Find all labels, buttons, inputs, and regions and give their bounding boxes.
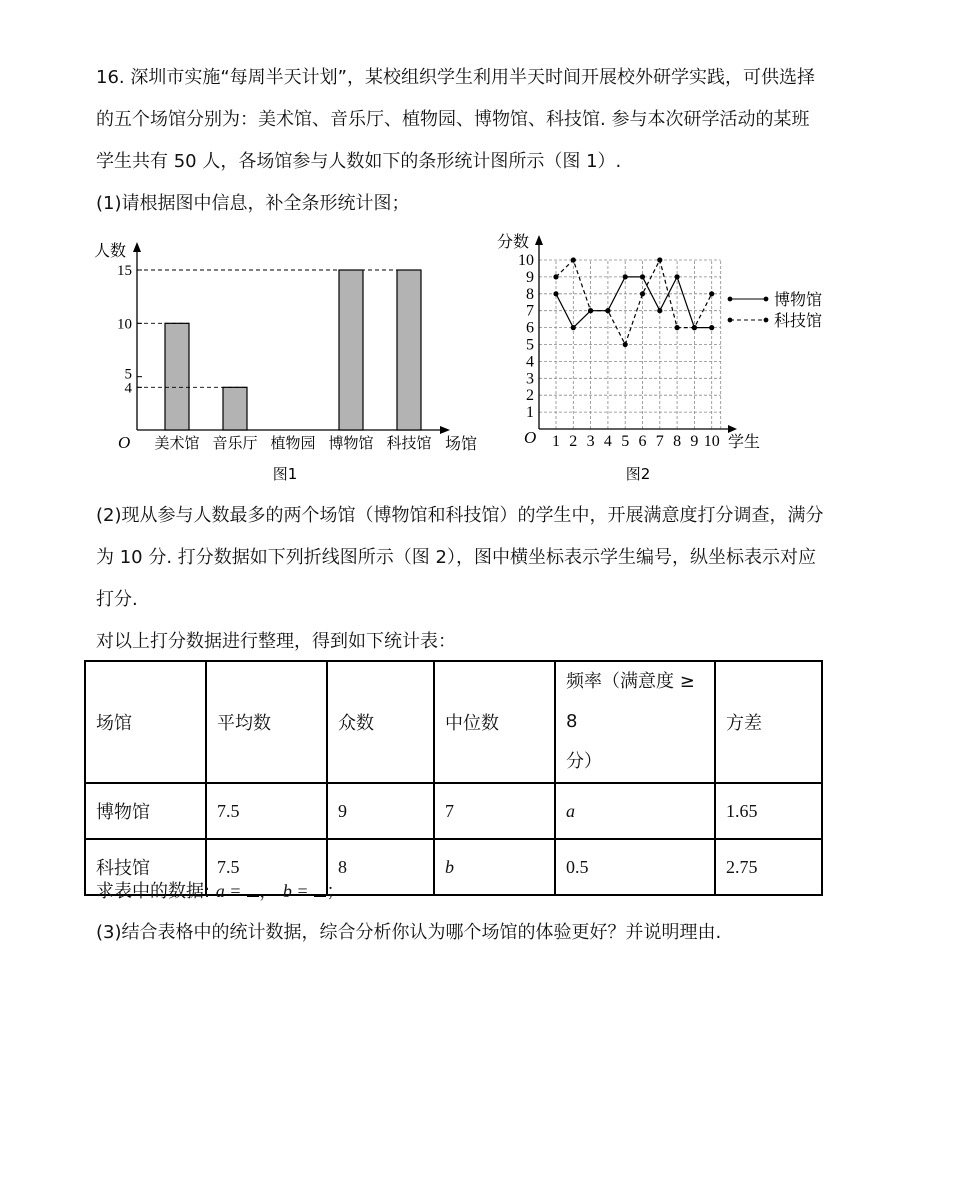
y-axis-arrow	[133, 242, 141, 252]
data-point	[709, 325, 714, 330]
x-tick-label: 科技馆	[386, 434, 432, 452]
y-tick-label: 4	[124, 380, 132, 397]
figure-caption: 图2	[625, 465, 651, 483]
y-tick-label: 15	[117, 263, 132, 279]
a-label: a =	[215, 881, 242, 901]
a-blank[interactable]	[247, 880, 259, 897]
find-values-line	[96, 870, 836, 912]
x-axis-label: 学生	[728, 432, 761, 451]
x-tick-label: 2	[569, 433, 578, 450]
legend-marker	[728, 297, 733, 302]
x-tick-label: 9	[690, 433, 699, 450]
x-tick-label: 1	[552, 433, 560, 450]
data-point	[571, 257, 576, 262]
data-point	[553, 291, 558, 296]
header-mode: 众数	[327, 661, 434, 783]
separator: ，	[259, 881, 278, 902]
figure-2-line-chart	[490, 226, 850, 487]
x-axis-arrow	[440, 426, 450, 434]
part-1-question: (1)请根据图中信息，补全条形统计图；	[96, 193, 410, 214]
intro-line-1: 16. 深圳市实施“每周半天计划”，某校组织学生利用半天时间开展校外研学实践，可供选择	[96, 67, 815, 88]
table-intro: 对以上打分数据进行整理，得到如下统计表：	[96, 631, 456, 652]
x-tick-label: 7	[655, 433, 664, 450]
cell-mean: 7.5	[206, 783, 327, 839]
data-point	[675, 274, 680, 279]
problem-intro	[96, 57, 836, 225]
legend-label: 博物馆	[774, 290, 823, 309]
header-mean: 平均数	[206, 661, 327, 783]
part-2-line-2: 为 10 分. 打分数据如下列折线图所示（图 2），图中横坐标表示学生编号，纵坐标表示对应	[96, 547, 816, 568]
x-tick-label: 8	[673, 433, 682, 450]
bar	[339, 270, 363, 430]
data-point	[588, 308, 593, 313]
y-tick-label: 10	[117, 316, 132, 333]
data-point	[553, 274, 558, 279]
y-tick-label: 5	[124, 366, 132, 383]
legend-label: 科技馆	[774, 311, 823, 330]
y-tick-label: 9	[526, 268, 534, 286]
bar	[165, 323, 189, 430]
cell-mode: 9	[327, 783, 434, 839]
y-tick-label: 1	[526, 404, 534, 422]
y-tick-label: 10	[518, 252, 534, 269]
header-frequency-line-1: 频率（满意度 ≥ 8	[566, 671, 695, 732]
table-question	[96, 870, 836, 954]
cell-mean: 7.5	[206, 839, 327, 895]
header-variance: 方差	[715, 661, 822, 783]
origin-label: O	[118, 433, 131, 452]
intro-line-3: 学生共有 50 人，各场馆参与人数如下的条形统计图所示（图 1）.	[96, 151, 622, 172]
x-tick-label: 6	[638, 433, 647, 450]
y-tick-label: 4	[526, 353, 534, 371]
y-tick-label: 2	[526, 387, 534, 405]
data-point	[571, 325, 576, 330]
bar	[223, 387, 247, 430]
part-2-line-3: 打分.	[96, 589, 138, 610]
data-point	[657, 308, 662, 313]
figure-1-bar-chart	[90, 232, 490, 487]
y-axis-label: 分数	[497, 232, 530, 251]
cell-median: 7	[434, 783, 555, 839]
part-3-question: (3)结合表格中的统计数据，综合分析你认为哪个场馆的体验更好？并说明理由.	[96, 922, 722, 943]
data-point	[675, 325, 680, 330]
data-point	[692, 325, 697, 330]
figure-caption: 图1	[272, 465, 298, 483]
data-point	[605, 308, 610, 313]
statistics-table	[84, 660, 823, 896]
b-label: b =	[282, 881, 309, 901]
cell-frequency: 0.5	[555, 839, 715, 895]
y-tick-label: 5	[526, 336, 534, 354]
x-tick-label: 4	[603, 433, 612, 450]
cell-frequency: a	[555, 783, 715, 839]
intro-line-2: 的五个场馆分别为：美术馆、音乐厅、植物园、博物馆、科技馆. 参与本次研学活动的某班	[96, 109, 810, 130]
legend-marker	[764, 318, 769, 323]
data-point	[623, 274, 628, 279]
cell-venue: 博物馆	[85, 783, 206, 839]
x-tick-label: 10	[703, 433, 720, 450]
y-axis-label: 人数	[94, 241, 127, 260]
data-point	[657, 257, 662, 262]
header-frequency	[555, 661, 715, 783]
x-tick-label: 博物馆	[328, 434, 374, 452]
y-tick-label: 6	[526, 319, 534, 337]
find-values-prefix: 求表中的数据:	[96, 881, 216, 902]
x-tick-label: 植物园	[270, 434, 316, 452]
table-header-row	[85, 661, 822, 783]
b-blank[interactable]	[314, 880, 326, 897]
data-point	[640, 274, 645, 279]
y-tick-label: 8	[526, 285, 534, 303]
y-tick-label: 7	[526, 302, 534, 320]
series-line	[556, 260, 712, 345]
y-tick-label: 3	[526, 370, 534, 388]
series-line	[556, 277, 712, 328]
x-tick-label: 3	[586, 433, 595, 450]
header-frequency-line-2: 分）	[566, 751, 602, 772]
x-tick-label: 5	[621, 433, 630, 450]
x-tick-label: 音乐厅	[212, 434, 258, 452]
legend-marker	[764, 297, 769, 302]
x-tick-label: 美术馆	[154, 434, 200, 452]
data-point	[623, 342, 628, 347]
header-venue: 场馆	[85, 661, 206, 783]
data-point	[640, 291, 645, 296]
cell-median: b	[434, 839, 555, 895]
legend-marker	[728, 318, 733, 323]
bar	[397, 270, 421, 430]
origin-label: O	[524, 428, 537, 447]
y-axis-arrow	[535, 235, 543, 245]
table-row	[85, 783, 822, 839]
cell-venue: 科技馆	[85, 839, 206, 895]
x-axis-label: 场馆	[445, 434, 478, 453]
data-point	[709, 291, 714, 296]
part-2-line-1: (2)现从参与人数最多的两个场馆（博物馆和科技馆）的学生中，开展满意度打分调查，满分	[96, 505, 824, 526]
part-2-question	[96, 495, 836, 663]
cell-mode: 8	[327, 839, 434, 895]
header-median: 中位数	[434, 661, 555, 783]
line-end: ；	[326, 881, 345, 902]
cell-variance: 2.75	[715, 839, 822, 895]
cell-variance: 1.65	[715, 783, 822, 839]
